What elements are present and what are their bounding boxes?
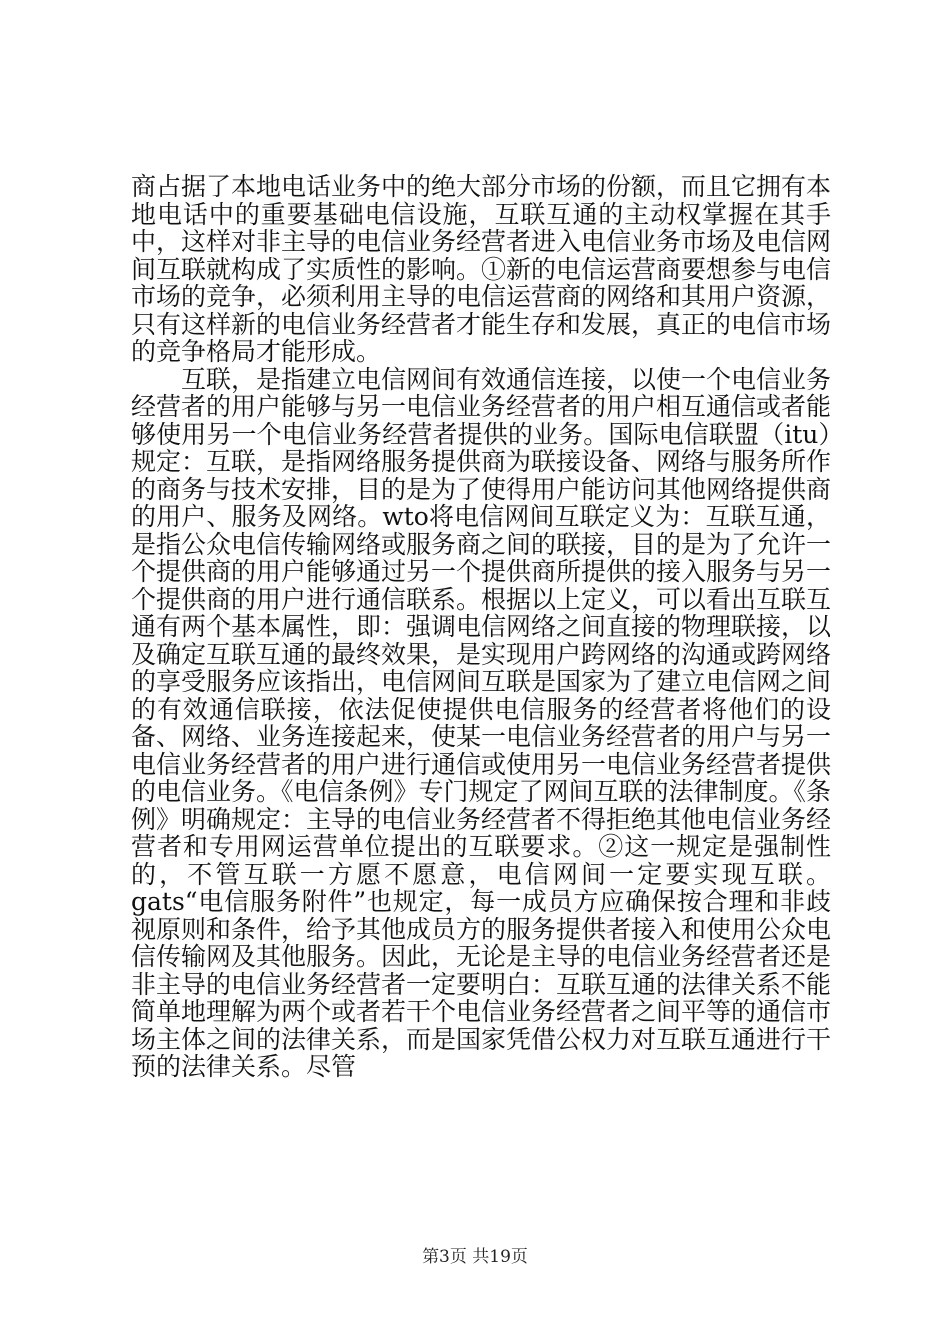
document-body — [131, 173, 831, 1081]
page-footer: 第3页 共19页 — [422, 1247, 528, 1267]
paragraph-interconnection-definition: 互联，是指建立电信网间有效通信连接，以使一个电信业务经营者的用户能够与另一电信业务经营者的用户相互通信或者能够使用另一个电信业务经营者提供的业务。国际电信联盟（itu）规定：互联，是指网络服务提供商为联接设备、网络与服务所作的商务与技术安排，目的是为了使得用户能访问其他网络提供商的用户、服务及网络。wto将电信网间互联定义为：互联互通，是指公众电信传输网络或服务商之间的联接，目的是为了允许一个提供商的用户能够通过另一个提供商所提供的接入服务与另一个提供商的用户进行通信联系。根据以上定义，可以看出互联互通有两个基本属性，即：强调电信网络之间直接的物理联接，以及确定互联互通的最终效果，是实现用户跨网络的沟通或跨网络的享受服务应该指出，电信网间互联是国家为了建立电信网之间的有效通信联接，依法促使提供电信服务的经营者将他们的设备、网络、业务连接起来，使某一电信业务经营者的用户与另一电信业务经营者的用户进行通信或使用另一电信业务经营者提供的电信业务。《电信条例》专门规定了网间互联的法律制度。《条例》明确规定：主导的电信业务经营者不得拒绝其他电信业务经营者和专用网运营单位提出的互联要求。②这一规定是强制性的，不管互联一方愿不愿意，电信网间一定要实现互联。gats“电信服务附件”也规定，每一成员方应确保按合理和非歧视原则和条件，给予其他成员方的服务提供者接入和使用公众电信传输网及其他服务。因此，无论是主导的电信业务经营者还是非主导的电信业务经营者一定要明白：互联互通的法律关系不能简单地理解为两个或者若干个电信业务经营者之间平等的通信市场主体之间的法律关系，而是国家凭借公权力对互联互通进行干预的法律关系。尽管 — [131, 364, 832, 1081]
paragraph-continuation: 商占据了本地电话业务中的绝大部分市场的份额，而且它拥有本地电话中的重要基础电信设施，互联互通的主动权掌握在其手中，这样对非主导的电信业务经营者进入电信业务市场及电信网间互联就构成了实质性的影响。①新的电信运营商要想参与电信市场的竞争，必须利用主导的电信运营商的网络和其用户资源，只有这样新的电信业务经营者才能生存和发展，真正的电信市场的竞争格局才能形成。 — [131, 172, 832, 366]
